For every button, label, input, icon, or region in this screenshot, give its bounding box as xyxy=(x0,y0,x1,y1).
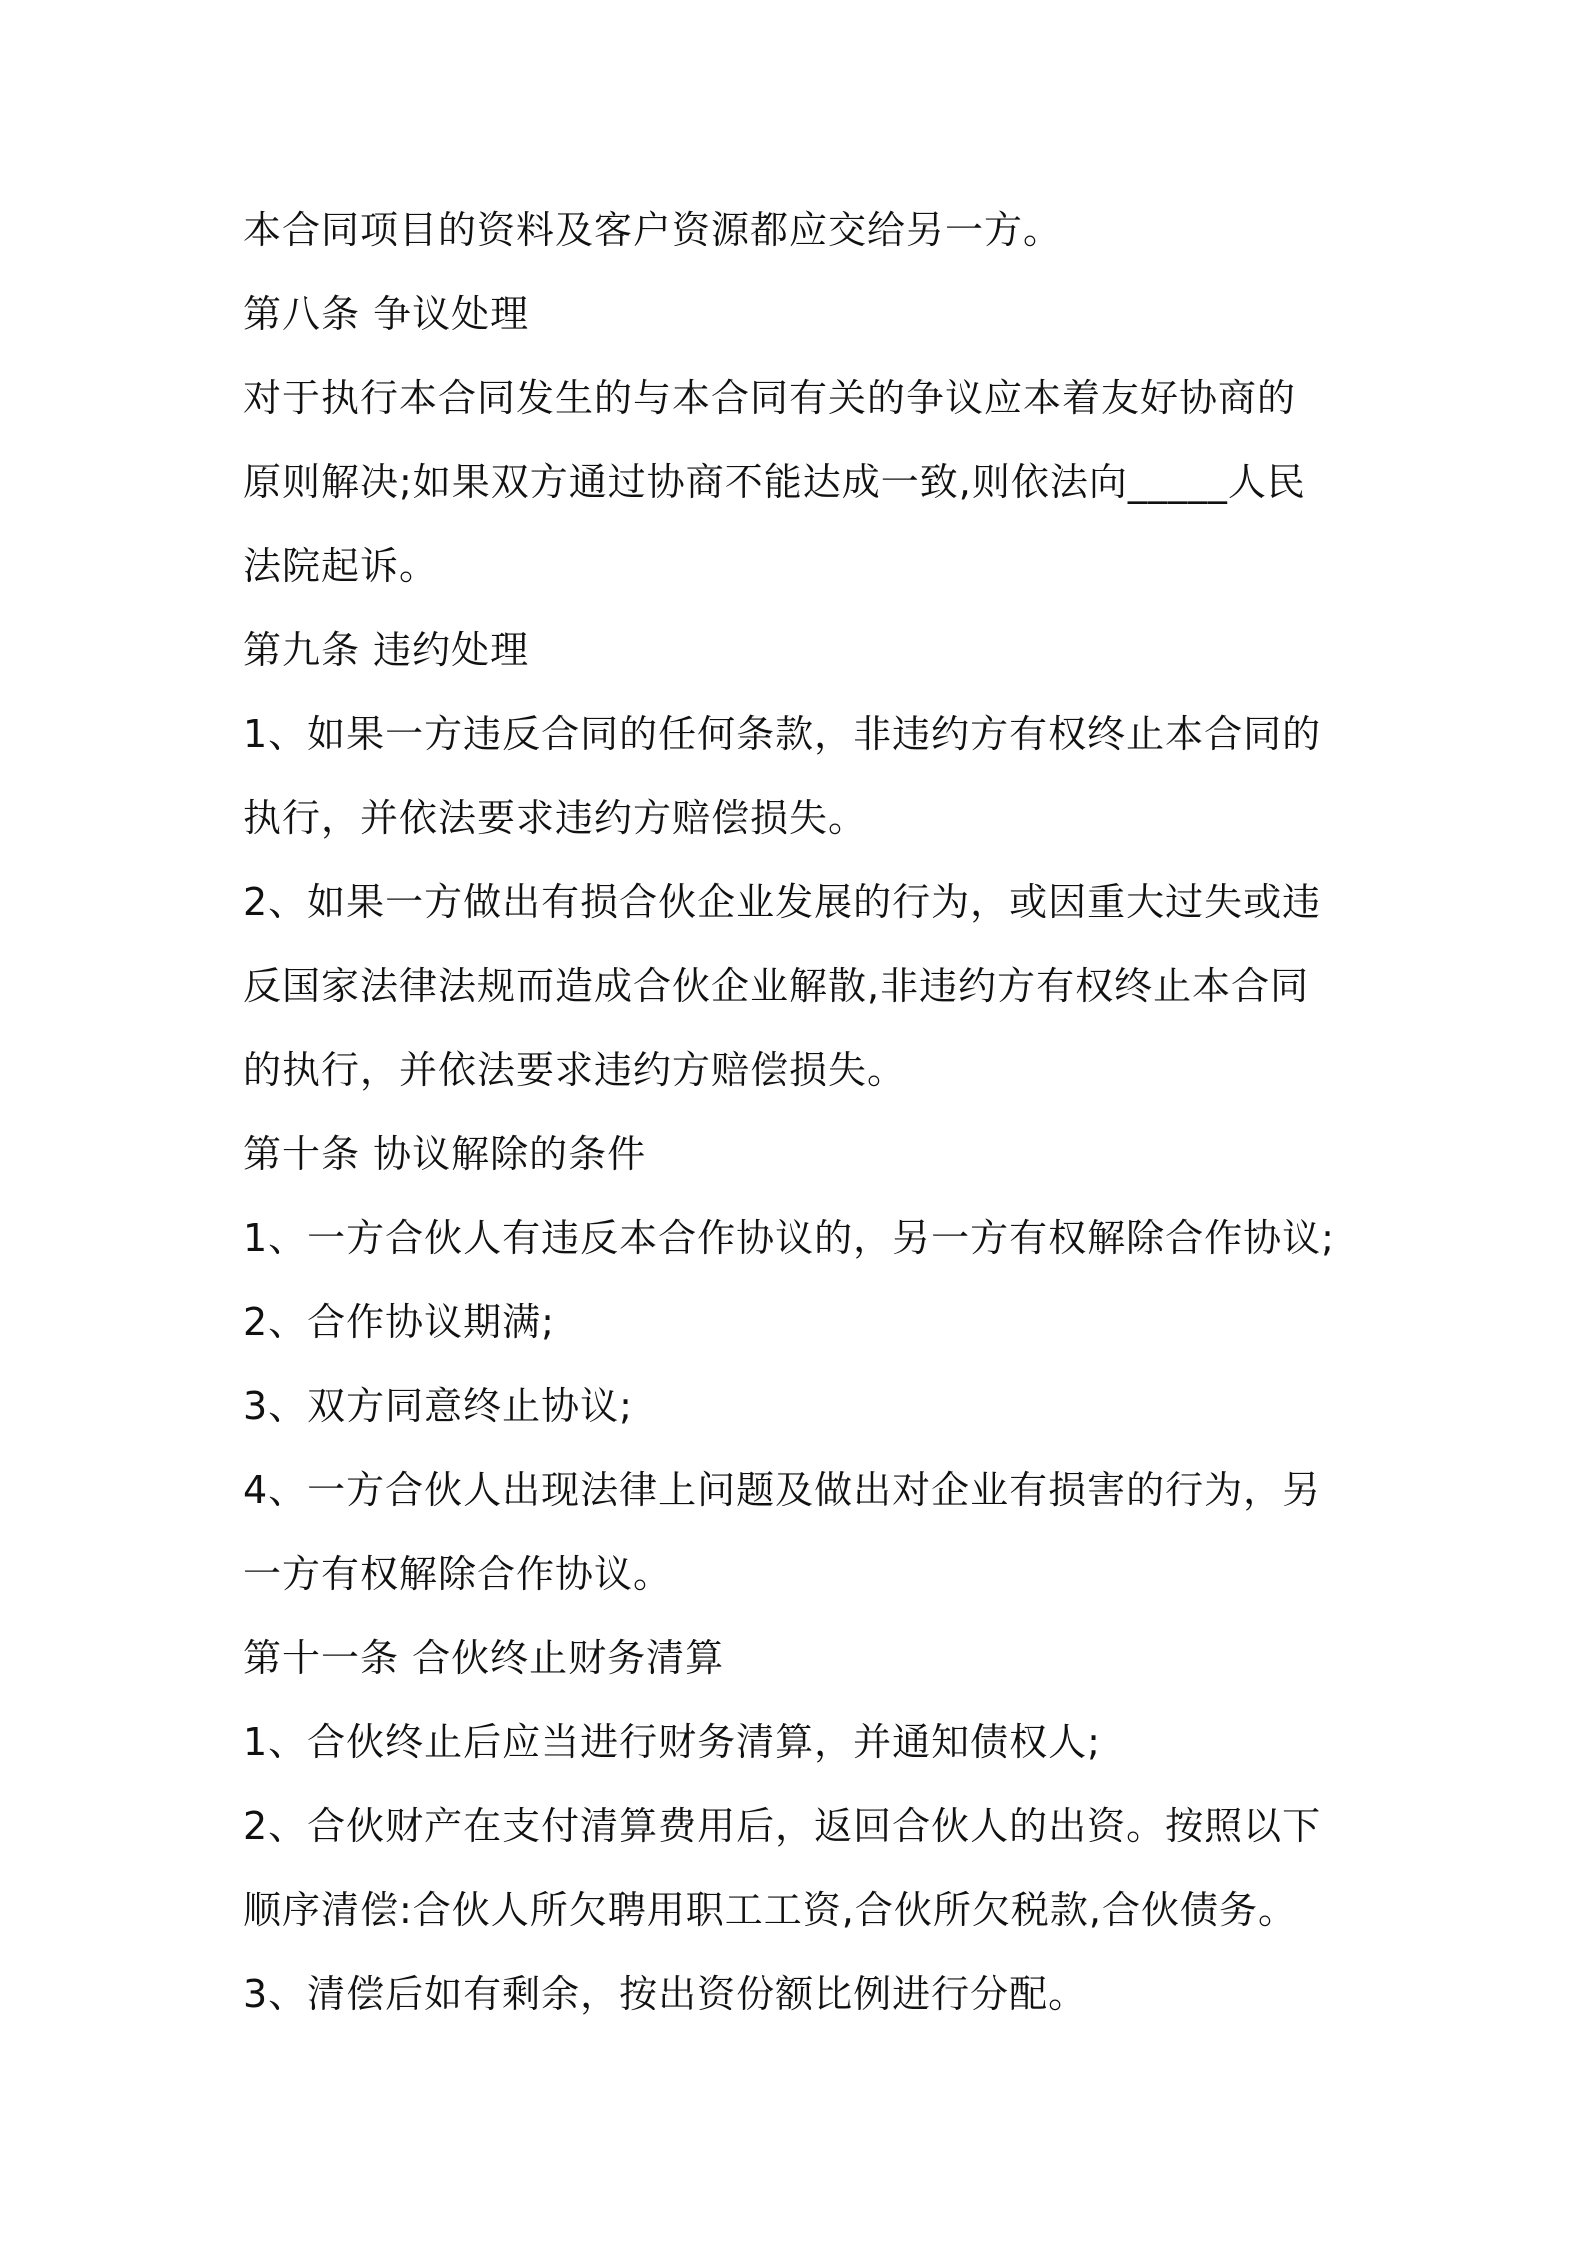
article-10-heading: 第十条 协议解除的条件 xyxy=(243,1132,647,1176)
text-line: 执行，并依法要求违约方赔偿损失。 xyxy=(243,796,868,840)
text-line: 4、一方合伙人出现法律上问题及做出对企业有损害的行为，另 xyxy=(243,1468,1322,1512)
text-line: 1、如果一方违反合同的任何条款，非违约方有权终止本合同的 xyxy=(243,712,1322,756)
article-8-heading: 第八条 争议处理 xyxy=(243,292,530,336)
text-line: 1、一方合伙人有违反本合作协议的，另一方有权解除合作协议; xyxy=(243,1216,1335,1260)
text-line: 3、清偿后如有剩余，按出资份额比例进行分配。 xyxy=(243,1972,1088,2016)
text-line: 顺序清偿:合伙人所欠聘用职工工资,合伙所欠税款,合伙债务。 xyxy=(243,1888,1297,1932)
text-line: 一方有权解除合作协议。 xyxy=(243,1552,673,1596)
text-line: 对于执行本合同发生的与本合同有关的争议应本着友好协商的 xyxy=(243,376,1297,420)
article-9-heading: 第九条 违约处理 xyxy=(243,628,530,672)
text-line: 1、合伙终止后应当进行财务清算，并通知债权人; xyxy=(243,1720,1101,1764)
text-line: 2、如果一方做出有损合伙企业发展的行为，或因重大过失或违 xyxy=(243,880,1322,924)
text-line: 的执行，并依法要求违约方赔偿损失。 xyxy=(243,1048,907,1092)
text-line: 3、双方同意终止协议; xyxy=(243,1384,633,1428)
text-line: 原则解决;如果双方通过协商不能达成一致,则依法向_____人民 xyxy=(243,460,1306,504)
text-line: 2、合作协议期满; xyxy=(243,1300,555,1344)
text-line: 2、合伙财产在支付清算费用后，返回合伙人的出资。按照以下 xyxy=(243,1804,1322,1848)
text-line: 反国家法律法规而造成合伙企业解散,非违约方有权终止本合同 xyxy=(243,964,1310,1008)
text-line: 法院起诉。 xyxy=(243,544,439,588)
contract-body-text xyxy=(243,188,1363,2036)
text-line: 本合同项目的资料及客户资源都应交给另一方。 xyxy=(243,208,1063,252)
article-11-heading: 第十一条 合伙终止财务清算 xyxy=(243,1636,725,1680)
